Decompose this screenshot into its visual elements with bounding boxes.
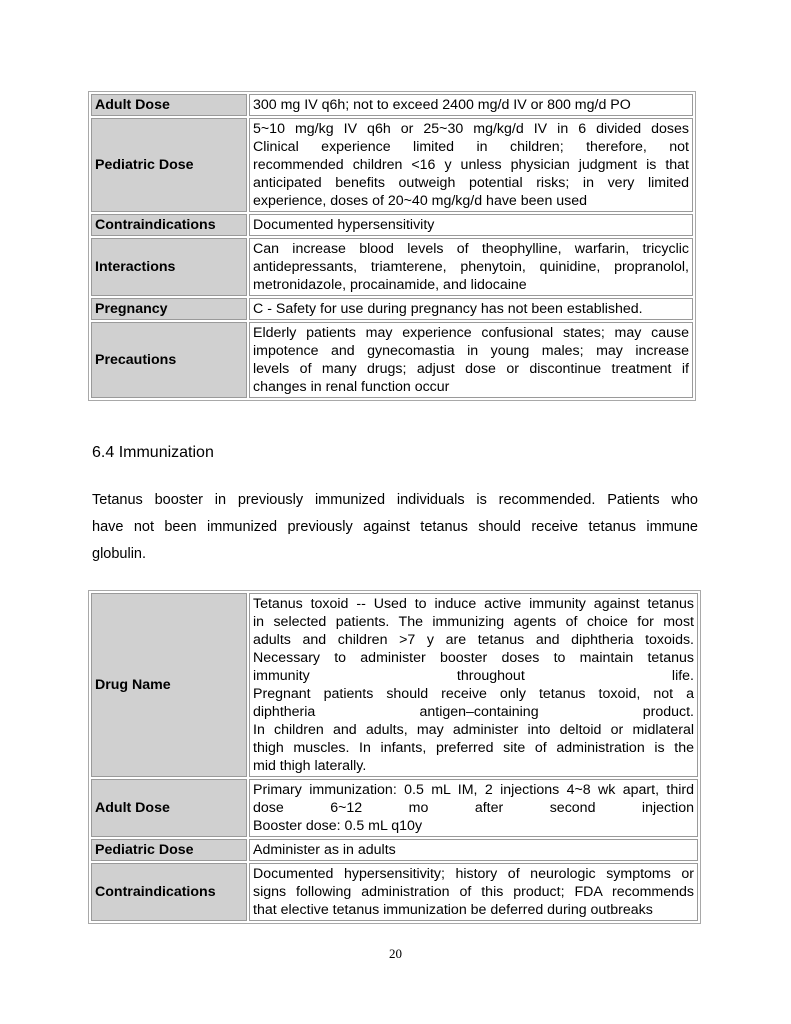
table-row xyxy=(91,322,693,398)
value-line: thigh muscles. In infants, preferred site of administration is the xyxy=(253,740,694,756)
value-line: anticipated benefits outweigh potential risks; in very limited xyxy=(253,175,689,191)
row-label: Drug Name xyxy=(91,593,247,777)
value-line: In children and adults, may administer into deltoid or midlateral xyxy=(253,722,694,738)
table-row xyxy=(91,118,693,212)
value-line: Elderly patients may experience confusional states; may cause xyxy=(253,325,689,341)
row-value xyxy=(249,593,698,777)
value-line: signs following administration of this product; FDA recommends xyxy=(253,884,694,900)
value-line: Booster dose: 0.5 mL q10y xyxy=(253,818,423,834)
value-line: Clinical experience limited in children; therefore, not xyxy=(253,139,689,155)
page-number: 20 xyxy=(389,946,402,961)
value-line: adults and children >7 y are tetanus and diphtheria toxoids. xyxy=(253,632,694,648)
row-value xyxy=(249,238,693,296)
value-line: mid thigh laterally. xyxy=(253,758,367,774)
row-value xyxy=(249,118,693,212)
value-line: experience, doses of 20~40 mg/kg/d have been used xyxy=(253,193,588,209)
row-value xyxy=(249,839,698,861)
row-value xyxy=(249,94,693,116)
row-value xyxy=(249,298,693,320)
row-label: Pediatric Dose xyxy=(91,839,247,861)
row-label: Contraindications xyxy=(91,214,247,236)
section-heading: 6.4 Immunization xyxy=(92,444,214,461)
value-line: that elective tetanus immunization be deferred during outbreaks xyxy=(253,902,653,918)
row-value xyxy=(249,779,698,837)
value-line: in selected patients. The immunizing agents of choice for most xyxy=(253,614,694,630)
table-row xyxy=(91,94,693,116)
table-row xyxy=(91,214,693,236)
row-value xyxy=(249,863,698,921)
table-row xyxy=(91,298,693,320)
table-row xyxy=(91,593,698,777)
row-label: Adult Dose xyxy=(91,779,247,837)
value-line: Tetanus toxoid -- Used to induce active immunity against tetanus xyxy=(253,596,694,612)
drug-info-table-2 xyxy=(88,590,701,924)
value-line: recommended children <16 y unless physician judgment is that xyxy=(253,157,689,173)
row-label: Interactions xyxy=(91,238,247,296)
value-line: antidepressants, triamterene, phenytoin, quinidine, propranolol, xyxy=(253,259,689,275)
table-row xyxy=(91,779,698,837)
value-line: impotence and gynecomastia in young males; may increase xyxy=(253,343,689,359)
value-line: 5~10 mg/kg IV q6h or 25~30 mg/kg/d IV in 6 divided doses xyxy=(253,121,689,137)
paragraph-line: globulin. xyxy=(92,546,147,562)
value-line: levels of many drugs; adjust dose or discontinue treatment if xyxy=(253,361,689,377)
value-line: 300 mg IV q6h; not to exceed 2400 mg/d IV or 800 mg/d PO xyxy=(253,97,631,113)
value-line: metronidazole, procainamide, and lidocaine xyxy=(253,277,527,293)
value-line: Necessary to administer booster doses to maintain tetanus xyxy=(253,650,694,666)
value-line: immunity throughout life. xyxy=(253,668,694,684)
row-label: Pregnancy xyxy=(91,298,247,320)
value-line: Administer as in adults xyxy=(253,842,396,858)
drug-info-table-1 xyxy=(88,91,696,401)
row-label: Pediatric Dose xyxy=(91,118,247,212)
value-line: C - Safety for use during pregnancy has not been established. xyxy=(253,301,643,317)
section-paragraph xyxy=(92,487,698,568)
value-line: dose 6~12 mo after second injection xyxy=(253,800,694,816)
row-label: Adult Dose xyxy=(91,94,247,116)
row-label: Contraindications xyxy=(91,863,247,921)
value-line: Can increase blood levels of theophylline, warfarin, tricyclic xyxy=(253,241,689,257)
value-line: Documented hypersensitivity xyxy=(253,217,435,233)
row-value xyxy=(249,214,693,236)
row-value xyxy=(249,322,693,398)
table-row xyxy=(91,238,693,296)
value-line: diphtheria antigen–containing product. xyxy=(253,704,694,720)
value-line: Primary immunization: 0.5 mL IM, 2 injections 4~8 wk apart, third xyxy=(253,782,694,798)
value-line: Pregnant patients should receive only tetanus toxoid, not a xyxy=(253,686,694,702)
paragraph-line: have not been immunized previously against tetanus should receive tetanus immune xyxy=(92,519,698,535)
value-line: changes in renal function occur xyxy=(253,379,450,395)
value-line: Documented hypersensitivity; history of neurologic symptoms or xyxy=(253,866,694,882)
paragraph-line: Tetanus booster in previously immunized individuals is recommended. Patients who xyxy=(92,492,698,508)
table-row xyxy=(91,863,698,921)
row-label: Precautions xyxy=(91,322,247,398)
table-row xyxy=(91,839,698,861)
